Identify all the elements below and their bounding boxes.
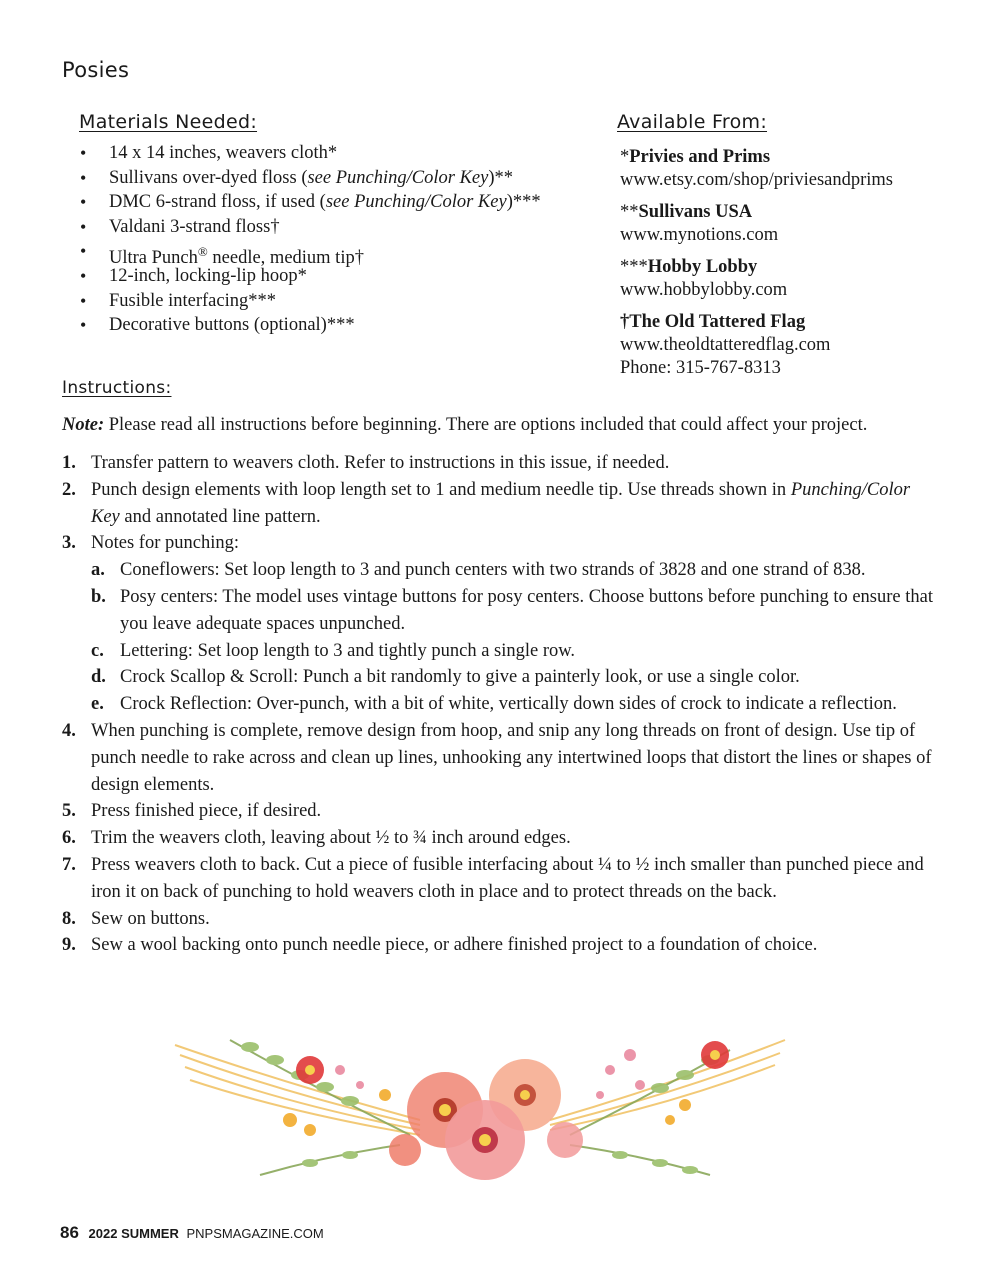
floral-illustration — [170, 1025, 790, 1195]
substep-letter: b. — [91, 586, 106, 607]
page-footer — [60, 1223, 324, 1243]
available-heading: Available From: — [617, 111, 768, 133]
substep-letter: d. — [91, 667, 106, 688]
source-url[interactable]: www.etsy.com/shop/priviesandprims — [620, 170, 894, 190]
instruction-step — [62, 450, 942, 477]
source-url[interactable]: www.theoldtatteredflag.com — [620, 335, 831, 355]
note-label: Note: — [62, 415, 105, 435]
source-entry — [620, 201, 893, 247]
materials-item-punch-needle: • Ultra Punch® needle, medium tip† — [80, 239, 541, 264]
step-text: Press weavers cloth to back. Cut a piece of fusible interfacing about ¼ to ½ inch smaller than punched piece and iron it on back of punching to hold weavers cloth in place and to protect threads on the back. — [91, 854, 924, 902]
source-url[interactable]: www.hobbylobby.com — [620, 280, 788, 300]
step-number: 4. — [62, 720, 76, 741]
materials-heading: Materials Needed: — [79, 111, 258, 133]
materials-item-valdani-floss: • Valdani 3-strand floss† — [80, 215, 541, 240]
instruction-substep — [91, 664, 942, 691]
step-text: Sew on buttons. — [91, 908, 210, 929]
step-number: 5. — [62, 801, 76, 822]
issue-label: 2022 SUMMER — [88, 1226, 179, 1241]
materials-item-hoop: • 12-inch, locking-lip hoop* — [80, 264, 541, 289]
substep-text: Crock Scallop & Scroll: Punch a bit randomly to give a painterly look, or use a single color. — [120, 667, 800, 688]
instruction-step — [62, 932, 942, 959]
pink-posy-center-icon — [445, 1100, 525, 1180]
source-url[interactable]: www.mynotions.com — [620, 225, 779, 245]
source-name: **Sullivans USA — [620, 202, 753, 222]
source-entry — [620, 311, 893, 380]
materials-item-sullivans-floss: • Sullivans over-dyed floss (see Punching/Color Key)** — [80, 166, 541, 191]
instruction-step — [62, 906, 942, 933]
source-entry — [620, 146, 893, 192]
instruction-substep — [91, 691, 942, 718]
sources-list — [620, 146, 893, 389]
note-text: Please read all instructions before beginning. There are options included that could affect your project. — [104, 415, 868, 435]
page-title: Posies — [62, 58, 130, 82]
materials-item-weavers-cloth: • 14 x 14 inches, weavers cloth* — [80, 141, 541, 166]
instruction-step — [62, 852, 942, 906]
substep-text: Coneflowers: Set loop length to 3 and punch centers with two strands of 3828 and one strand of 838. — [120, 560, 866, 581]
instruction-substep — [91, 638, 942, 665]
step-text: Sew a wool backing onto punch needle piece, or adhere finished project to a foundation of choice. — [91, 935, 818, 956]
step-number: 8. — [62, 908, 76, 929]
instruction-step — [62, 530, 942, 718]
step-text: When punching is complete, remove design from hoop, and snip any long threads on front of design. Use tip of punch needle to rake across and clean up lines, unhooking any intertwined loops that distort the lines or shapes of design elements. — [91, 720, 932, 795]
substep-text: Lettering: Set loop length to 3 and tightly punch a single row. — [120, 640, 576, 661]
substep-letter: e. — [91, 694, 104, 715]
instruction-step — [62, 718, 942, 798]
step-number: 9. — [62, 935, 76, 956]
substep-letter: a. — [91, 560, 105, 581]
instruction-substep — [91, 557, 942, 584]
step-number: 2. — [62, 479, 76, 500]
instruction-step — [62, 825, 942, 852]
step-text: Notes for punching: — [91, 533, 239, 554]
step-number: 7. — [62, 854, 76, 875]
step-number: 1. — [62, 453, 76, 473]
substep-text: Crock Reflection: Over-punch, with a bit of white, vertically down sides of crock to indicate a reflection. — [120, 694, 897, 715]
materials-list — [80, 141, 541, 338]
instructions-steps — [62, 450, 942, 959]
step-text: Press finished piece, if desired. — [91, 801, 322, 822]
step-text: Trim the weavers cloth, leaving about ½ to ¾ inch around edges. — [91, 828, 571, 849]
instructions-heading: Instructions: — [62, 378, 172, 398]
instruction-substep — [91, 584, 942, 638]
step-number: 6. — [62, 828, 76, 849]
source-name: †The Old Tattered Flag — [620, 312, 806, 332]
site-label: PNPSMAGAZINE.COM — [186, 1226, 324, 1241]
source-name: *Privies and Prims — [620, 147, 771, 167]
substep-letter: c. — [91, 640, 104, 661]
source-name: ***Hobby Lobby — [620, 257, 758, 277]
materials-item-buttons: • Decorative buttons (optional)*** — [80, 313, 541, 338]
step-number: 3. — [62, 533, 76, 554]
substep-text: Posy centers: The model uses vintage buttons for posy centers. Choose buttons before punching to ensure that you leave adequate spaces unpunched. — [120, 586, 933, 634]
materials-item-dmc-floss: • DMC 6-strand floss, if used (see Punching/Color Key)*** — [80, 190, 541, 215]
step-text: Punch design elements with loop length set to 1 and medium needle tip. Use threads shown in Punching/Color Key and annotated line pattern. — [91, 479, 911, 527]
instructions-note — [62, 415, 962, 436]
materials-item-interfacing: • Fusible interfacing*** — [80, 289, 541, 314]
source-phone: Phone: 315-767-8313 — [620, 358, 781, 378]
source-entry — [620, 256, 893, 302]
page-number: 86 — [60, 1223, 79, 1242]
instruction-step — [62, 798, 942, 825]
instruction-step — [62, 477, 942, 531]
step-text: Transfer pattern to weavers cloth. Refer to instructions in this issue, if needed. — [91, 453, 670, 473]
